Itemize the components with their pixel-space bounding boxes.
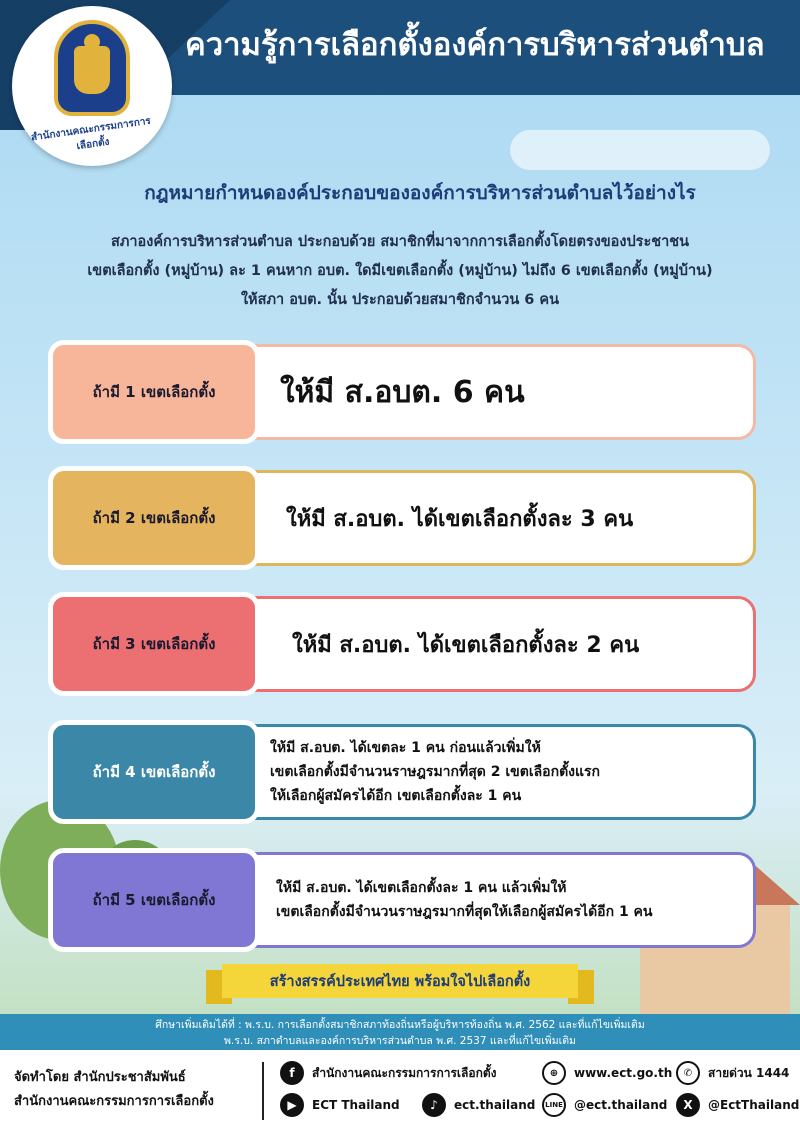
contact-website[interactable] xyxy=(542,1060,672,1086)
cloud-decoration xyxy=(510,130,770,170)
contact-label: ect.thailand xyxy=(454,1098,536,1112)
rule-text: ให้มี ส.อบต. ได้เขตเลือกตั้งละ 3 คน xyxy=(286,506,634,532)
intro-paragraph xyxy=(20,228,780,315)
references-bar xyxy=(0,1014,800,1050)
contact-label: @ect.thailand xyxy=(574,1098,668,1112)
rule-text-line: ให้เลือกผู้สมัครได้อีก เขตเลือกตั้งละ 1 คน xyxy=(270,788,522,804)
x-icon: X xyxy=(676,1093,700,1117)
rule-text-line: ให้มี ส.อบต. ได้เขตเลือกตั้งละ 1 คน แล้วเพิ่มให้ xyxy=(276,880,567,896)
section-heading: กฎหมายกำหนดองค์ประกอบขององค์การบริหารส่วนตำบลไว้อย่างไร xyxy=(144,182,696,204)
rule-text-line: เขตเลือกตั้งมีจำนวนราษฎรมากที่สุด 2 เขตเลือกตั้งแรก xyxy=(270,764,601,780)
rule-row-4 xyxy=(48,720,758,824)
rule-text: ให้มี ส.อบต. 6 คน xyxy=(280,374,525,410)
org-line: จัดทำโดย สำนักประชาสัมพันธ์ xyxy=(14,1070,186,1085)
rule-row-2 xyxy=(48,466,758,570)
logo-text: สำนักงานคณะกรรมการการเลือกตั้ง xyxy=(30,115,152,153)
contact-label: @EctThailand xyxy=(708,1098,800,1112)
district-count-label: ถ้ามี 4 เขตเลือกตั้ง xyxy=(48,720,260,824)
contact-label: www.ect.go.th xyxy=(574,1066,673,1080)
contact-label: สายด่วน 1444 xyxy=(708,1065,790,1080)
contact-line[interactable] xyxy=(542,1092,667,1118)
footer-divider xyxy=(262,1062,264,1120)
contact-hotline[interactable] xyxy=(676,1060,789,1086)
district-count-label: ถ้ามี 1 เขตเลือกตั้ง xyxy=(48,340,260,444)
district-count-label: ถ้ามี 5 เขตเลือกตั้ง xyxy=(48,848,260,952)
reference-line: พ.ร.บ. สภาตำบลและองค์การบริหารส่วนตำบล พ.ศ. 2537 และที่แก้ไขเพิ่มเติม xyxy=(224,1035,576,1047)
globe-icon: ⊕ xyxy=(542,1061,566,1085)
facebook-icon: f xyxy=(280,1061,304,1085)
intro-line: ให้สภา อบต. นั้น ประกอบด้วยสมาชิกจำนวน 6 คน xyxy=(240,292,560,308)
org-line: สำนักงานคณะกรรมการการเลือกตั้ง xyxy=(14,1094,214,1109)
footer-org xyxy=(14,1066,254,1114)
intro-line: เขตเลือกตั้ง (หมู่บ้าน) ละ 1 คนหาก อบต. ใดมีเขตเลือกตั้ง (หมู่บ้าน) ไม่ถึง 6 เขตเลือกตั้ง (หมู่บ้าน) xyxy=(87,263,713,279)
rule-row-5 xyxy=(48,848,758,952)
contact-label: สำนักงานคณะกรรมการการเลือกตั้ง xyxy=(312,1065,497,1080)
rule-text: ให้มี ส.อบต. ได้เขตเลือกตั้งละ 2 คน xyxy=(292,632,640,658)
ect-logo xyxy=(12,6,172,166)
line-icon: LINE xyxy=(542,1093,566,1117)
intro-line: สภาองค์การบริหารส่วนตำบล ประกอบด้วย สมาชิกที่มาจากการเลือกตั้งโดยตรงของประชาชน xyxy=(111,234,689,250)
rule-row-1 xyxy=(48,340,758,444)
slogan-banner: สร้างสรรค์ประเทศไทย พร้อมใจไปเลือกตั้ง xyxy=(222,964,578,998)
contact-label: ECT Thailand xyxy=(312,1098,400,1112)
emblem-icon xyxy=(54,20,130,116)
reference-line: ศึกษาเพิ่มเติมได้ที่ : พ.ร.บ. การเลือกตั้งสมาชิกสภาท้องถิ่นหรือผู้บริหารท้องถิ่น พ.ศ. 2562 และที่แก้ไขเพิ่มเติม xyxy=(155,1019,645,1031)
rule-text-block xyxy=(270,720,750,824)
page-title: ความรู้การเลือกตั้งองค์การบริหารส่วนตำบล xyxy=(185,27,765,63)
rule-text-line: เขตเลือกตั้งมีจำนวนราษฎรมากที่สุดให้เลือกผู้สมัครได้อีก 1 คน xyxy=(276,904,653,920)
district-count-label: ถ้ามี 2 เขตเลือกตั้ง xyxy=(48,466,260,570)
footer xyxy=(0,1050,800,1131)
youtube-icon: ▶ xyxy=(280,1093,304,1117)
contact-facebook[interactable] xyxy=(280,1060,496,1086)
tiktok-icon: ♪ xyxy=(422,1093,446,1117)
phone-icon: ✆ xyxy=(676,1061,700,1085)
district-count-label: ถ้ามี 3 เขตเลือกตั้ง xyxy=(48,592,260,696)
rule-row-3 xyxy=(48,592,758,696)
rule-text-block xyxy=(276,848,756,952)
contact-youtube[interactable] xyxy=(280,1092,400,1118)
rule-text-line: ให้มี ส.อบต. ได้เขตละ 1 คน ก่อนแล้วเพิ่มให้ xyxy=(270,740,541,756)
contact-x[interactable] xyxy=(676,1092,799,1118)
contact-tiktok[interactable] xyxy=(422,1092,535,1118)
